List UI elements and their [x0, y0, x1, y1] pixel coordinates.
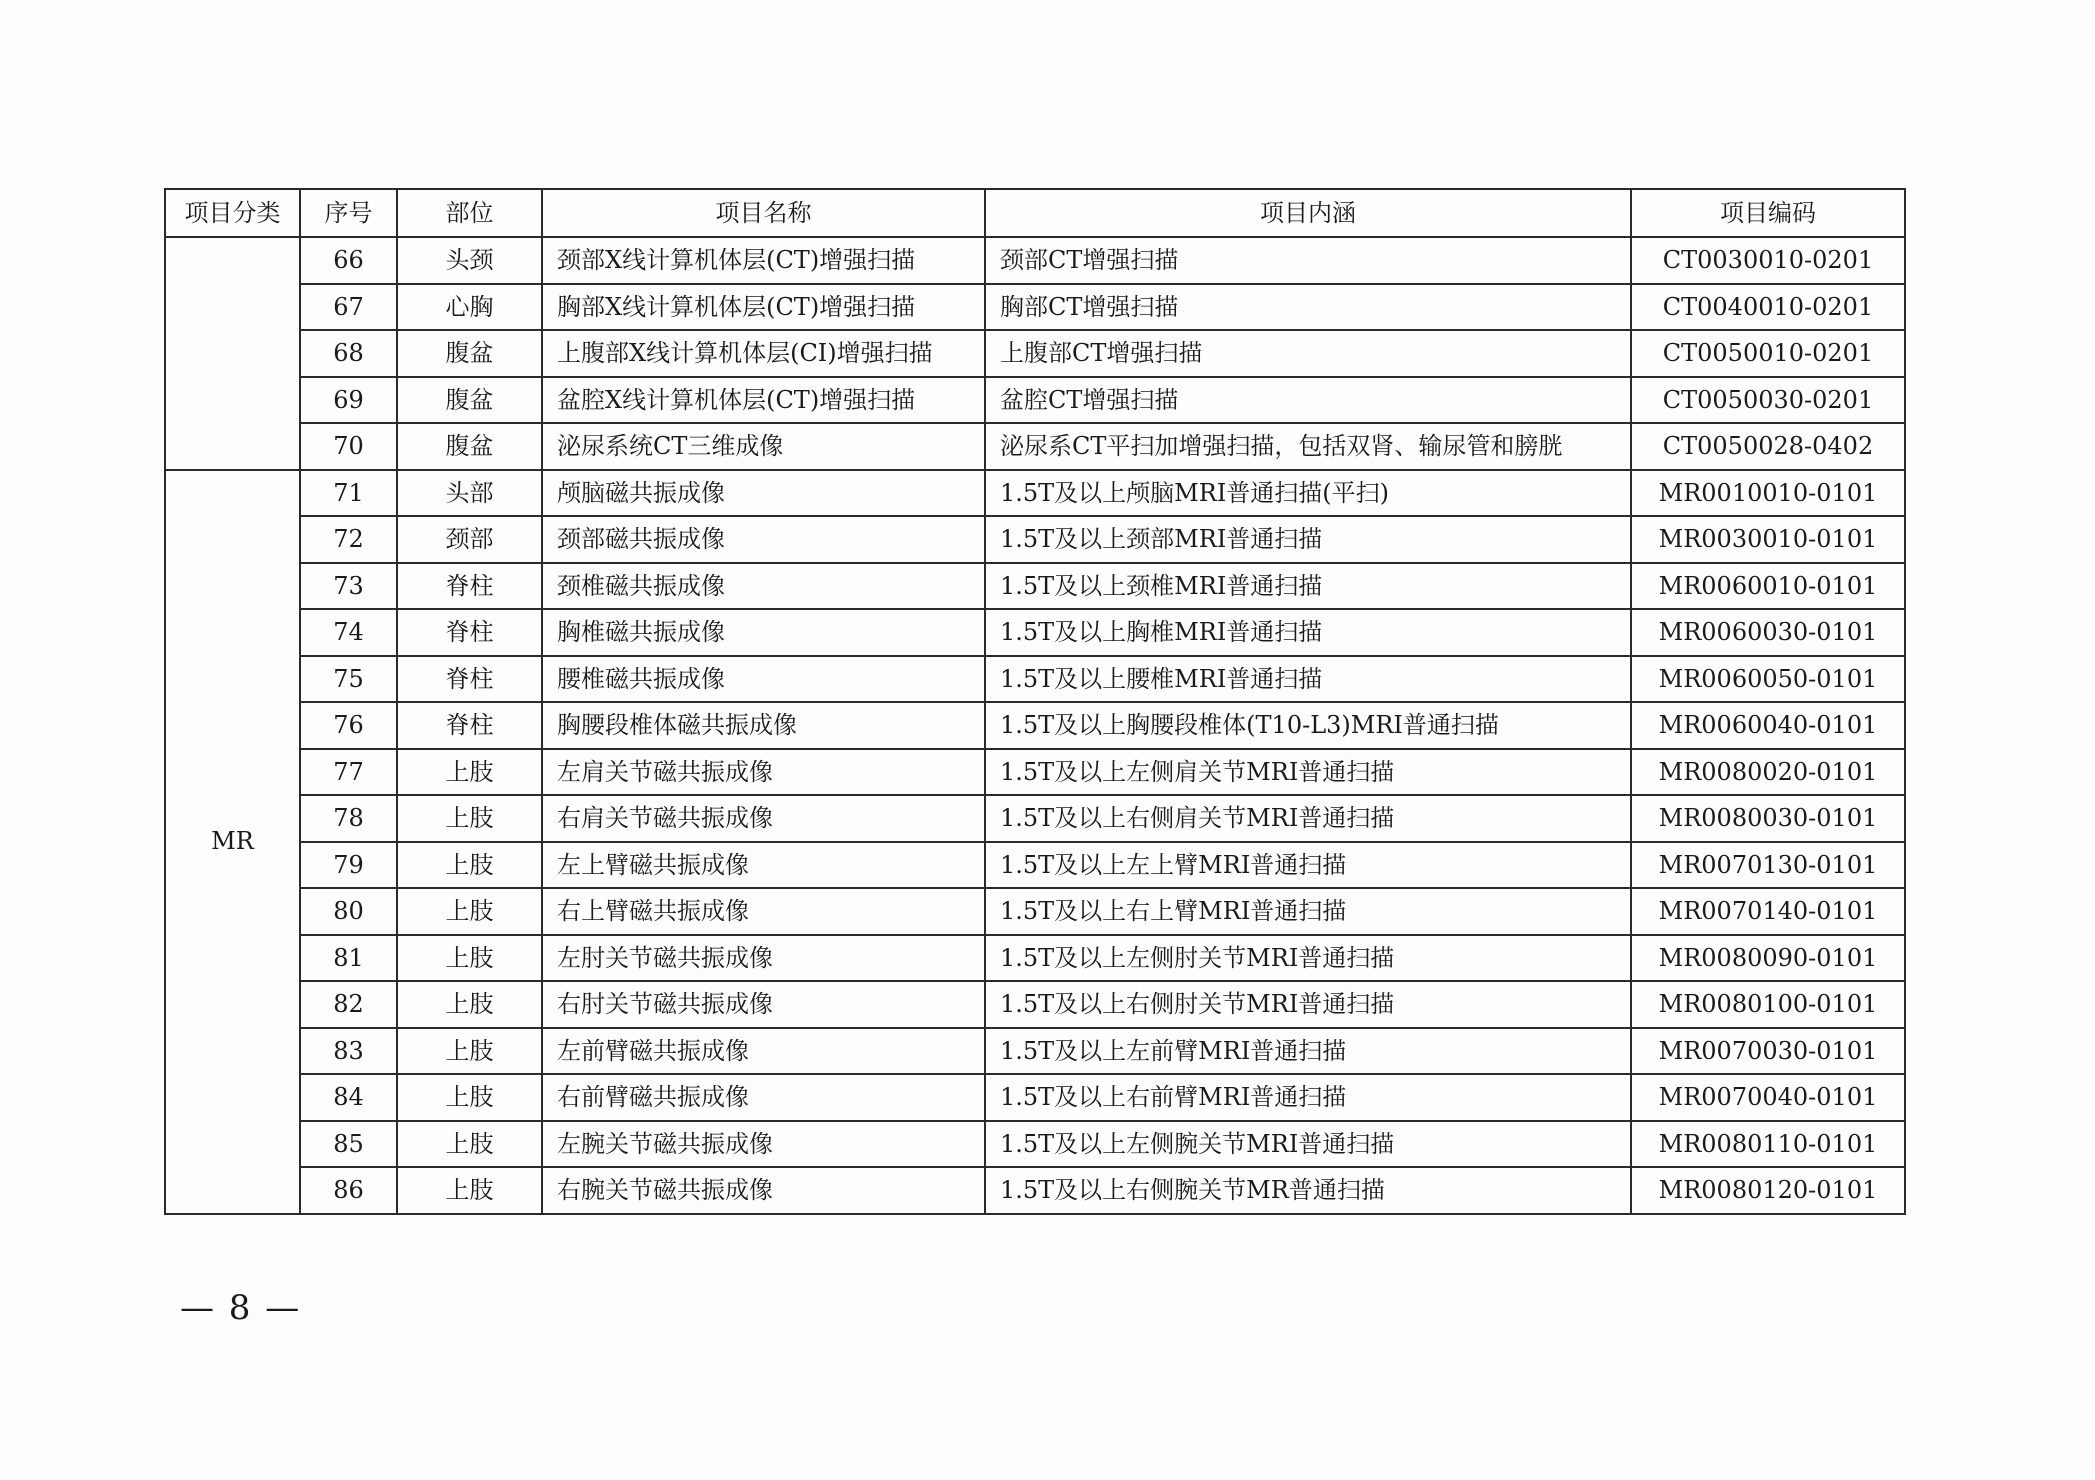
item-code-cell: MR0070140-0101 — [1631, 888, 1905, 935]
seq-cell: 79 — [300, 842, 397, 889]
table-row — [165, 377, 1905, 424]
part-cell: 上肢 — [397, 795, 542, 842]
table-row — [165, 702, 1905, 749]
item-content-cell: 1.5T及以上胸椎MRI普通扫描 — [985, 609, 1631, 656]
part-cell: 上肢 — [397, 888, 542, 935]
item-content-cell: 1.5T及以上腰椎MRI普通扫描 — [985, 656, 1631, 703]
item-code-cell: CT0030010-0201 — [1631, 237, 1905, 284]
part-cell: 上肢 — [397, 1167, 542, 1214]
part-cell: 头部 — [397, 470, 542, 517]
item-code-cell: MR0080120-0101 — [1631, 1167, 1905, 1214]
seq-cell: 67 — [300, 284, 397, 331]
item-name-cell: 泌尿系统CT三维成像 — [542, 423, 985, 470]
part-cell: 脊柱 — [397, 702, 542, 749]
item-content-cell: 盆腔CT增强扫描 — [985, 377, 1631, 424]
part-cell: 上肢 — [397, 842, 542, 889]
item-code-cell: MR0080100-0101 — [1631, 981, 1905, 1028]
part-cell: 上肢 — [397, 935, 542, 982]
item-content-cell: 1.5T及以上左上臂MRI普通扫描 — [985, 842, 1631, 889]
table-row — [165, 981, 1905, 1028]
seq-cell: 84 — [300, 1074, 397, 1121]
item-content-cell: 1.5T及以上左侧肘关节MRI普通扫描 — [985, 935, 1631, 982]
table-row — [165, 842, 1905, 889]
seq-cell: 66 — [300, 237, 397, 284]
item-content-cell: 上腹部CT增强扫描 — [985, 330, 1631, 377]
seq-cell: 83 — [300, 1028, 397, 1075]
part-cell: 腹盆 — [397, 423, 542, 470]
part-cell: 上肢 — [397, 749, 542, 796]
header-category: 项目分类 — [165, 189, 300, 237]
table-row — [165, 1074, 1905, 1121]
item-code-cell: MR0010010-0101 — [1631, 470, 1905, 517]
seq-cell: 73 — [300, 563, 397, 610]
item-code-cell: CT0050010-0201 — [1631, 330, 1905, 377]
item-content-cell: 1.5T及以上颈椎MRI普通扫描 — [985, 563, 1631, 610]
header-item-code: 项目编码 — [1631, 189, 1905, 237]
item-name-cell: 右上臂磁共振成像 — [542, 888, 985, 935]
item-name-cell: 胸部X线计算机体层(CT)增强扫描 — [542, 284, 985, 331]
item-content-cell: 1.5T及以上右侧腕关节MR普通扫描 — [985, 1167, 1631, 1214]
item-content-cell: 泌尿系CT平扫加增强扫描，包括双肾、输尿管和膀胱 — [985, 423, 1631, 470]
table-row — [165, 888, 1905, 935]
part-cell: 腹盆 — [397, 330, 542, 377]
item-code-cell: MR0060010-0101 — [1631, 563, 1905, 610]
table-row — [165, 284, 1905, 331]
item-name-cell: 右肘关节磁共振成像 — [542, 981, 985, 1028]
item-name-cell: 颅脑磁共振成像 — [542, 470, 985, 517]
item-name-cell: 右肩关节磁共振成像 — [542, 795, 985, 842]
item-name-cell: 上腹部X线计算机体层(CI)增强扫描 — [542, 330, 985, 377]
item-code-cell: MR0060030-0101 — [1631, 609, 1905, 656]
item-name-cell: 胸椎磁共振成像 — [542, 609, 985, 656]
item-code-cell: CT0040010-0201 — [1631, 284, 1905, 331]
item-name-cell: 颈部X线计算机体层(CT)增强扫描 — [542, 237, 985, 284]
item-content-cell: 1.5T及以上左前臂MRI普通扫描 — [985, 1028, 1631, 1075]
item-content-cell: 1.5T及以上右前臂MRI普通扫描 — [985, 1074, 1631, 1121]
item-content-cell: 颈部CT增强扫描 — [985, 237, 1631, 284]
part-cell: 上肢 — [397, 1074, 542, 1121]
item-code-cell: MR0080020-0101 — [1631, 749, 1905, 796]
seq-cell: 78 — [300, 795, 397, 842]
item-name-cell: 盆腔X线计算机体层(CT)增强扫描 — [542, 377, 985, 424]
item-name-cell: 颈椎磁共振成像 — [542, 563, 985, 610]
part-cell: 脊柱 — [397, 609, 542, 656]
item-name-cell: 左肘关节磁共振成像 — [542, 935, 985, 982]
seq-cell: 77 — [300, 749, 397, 796]
seq-cell: 76 — [300, 702, 397, 749]
seq-cell: 71 — [300, 470, 397, 517]
seq-cell: 74 — [300, 609, 397, 656]
table-row — [165, 1121, 1905, 1168]
header-seq: 序号 — [300, 189, 397, 237]
table-row — [165, 609, 1905, 656]
seq-cell: 70 — [300, 423, 397, 470]
item-code-cell: CT0050030-0201 — [1631, 377, 1905, 424]
item-content-cell: 1.5T及以上胸腰段椎体(T10-L3)MRI普通扫描 — [985, 702, 1631, 749]
item-content-cell: 1.5T及以上右侧肘关节MRI普通扫描 — [985, 981, 1631, 1028]
table-row — [165, 935, 1905, 982]
medical-imaging-items-table — [164, 188, 1906, 1215]
seq-cell: 81 — [300, 935, 397, 982]
table-row — [165, 423, 1905, 470]
header-part: 部位 — [397, 189, 542, 237]
item-name-cell: 颈部磁共振成像 — [542, 516, 985, 563]
table-row — [165, 656, 1905, 703]
seq-cell: 69 — [300, 377, 397, 424]
seq-cell: 80 — [300, 888, 397, 935]
seq-cell: 85 — [300, 1121, 397, 1168]
item-code-cell: MR0060050-0101 — [1631, 656, 1905, 703]
item-content-cell: 1.5T及以上左侧腕关节MRI普通扫描 — [985, 1121, 1631, 1168]
item-name-cell: 右腕关节磁共振成像 — [542, 1167, 985, 1214]
part-cell: 头颈 — [397, 237, 542, 284]
part-cell: 上肢 — [397, 1028, 542, 1075]
part-cell: 脊柱 — [397, 656, 542, 703]
item-name-cell: 左前臂磁共振成像 — [542, 1028, 985, 1075]
part-cell: 上肢 — [397, 1121, 542, 1168]
item-code-cell: MR0060040-0101 — [1631, 702, 1905, 749]
table-row — [165, 1028, 1905, 1075]
item-content-cell: 胸部CT增强扫描 — [985, 284, 1631, 331]
item-content-cell: 1.5T及以上颅脑MRI普通扫描(平扫) — [985, 470, 1631, 517]
item-name-cell: 胸腰段椎体磁共振成像 — [542, 702, 985, 749]
item-content-cell: 1.5T及以上右上臂MRI普通扫描 — [985, 888, 1631, 935]
item-content-cell: 1.5T及以上右侧肩关节MRI普通扫描 — [985, 795, 1631, 842]
item-code-cell: MR0070030-0101 — [1631, 1028, 1905, 1075]
header-item-content: 项目内涵 — [985, 189, 1631, 237]
table-header-row — [165, 189, 1905, 237]
item-code-cell: MR0070130-0101 — [1631, 842, 1905, 889]
item-code-cell: MR0080110-0101 — [1631, 1121, 1905, 1168]
item-code-cell: MR0080030-0101 — [1631, 795, 1905, 842]
item-content-cell: 1.5T及以上颈部MRI普通扫描 — [985, 516, 1631, 563]
table-row — [165, 330, 1905, 377]
table-row — [165, 516, 1905, 563]
seq-cell: 75 — [300, 656, 397, 703]
header-item-name: 项目名称 — [542, 189, 985, 237]
seq-cell: 82 — [300, 981, 397, 1028]
item-name-cell: 腰椎磁共振成像 — [542, 656, 985, 703]
part-cell: 腹盆 — [397, 377, 542, 424]
item-name-cell: 左肩关节磁共振成像 — [542, 749, 985, 796]
seq-cell: 72 — [300, 516, 397, 563]
item-name-cell: 右前臂磁共振成像 — [542, 1074, 985, 1121]
part-cell: 心胸 — [397, 284, 542, 331]
category-cell — [165, 237, 300, 470]
item-code-cell: CT0050028-0402 — [1631, 423, 1905, 470]
item-code-cell: MR0080090-0101 — [1631, 935, 1905, 982]
table-row — [165, 237, 1905, 284]
category-cell: MR — [165, 470, 300, 1214]
table-row — [165, 470, 1905, 517]
item-name-cell: 左腕关节磁共振成像 — [542, 1121, 985, 1168]
item-code-cell: MR0070040-0101 — [1631, 1074, 1905, 1121]
part-cell: 脊柱 — [397, 563, 542, 610]
part-cell: 颈部 — [397, 516, 542, 563]
item-name-cell: 左上臂磁共振成像 — [542, 842, 985, 889]
table-row — [165, 795, 1905, 842]
item-content-cell: 1.5T及以上左侧肩关节MRI普通扫描 — [985, 749, 1631, 796]
table-row — [165, 563, 1905, 610]
item-code-cell: MR0030010-0101 — [1631, 516, 1905, 563]
table-body — [165, 237, 1905, 1214]
seq-cell: 86 — [300, 1167, 397, 1214]
part-cell: 上肢 — [397, 981, 542, 1028]
table-row — [165, 749, 1905, 796]
page-number: — 8 — — [180, 1288, 302, 1328]
seq-cell: 68 — [300, 330, 397, 377]
table-row — [165, 1167, 1905, 1214]
